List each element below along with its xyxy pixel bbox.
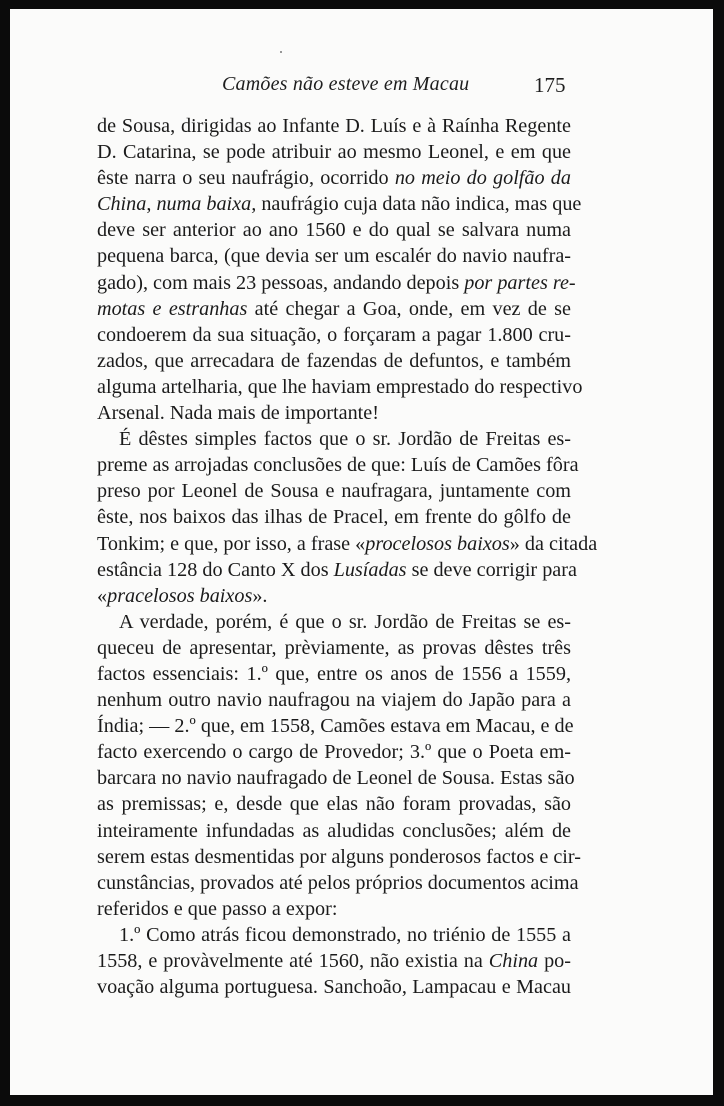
text-line: as premissas; e, desde que elas não foram provadas, são <box>97 793 571 816</box>
text-line: êste narra o seu naufrágio, ocorrido no meio do golfão da <box>97 167 571 190</box>
text-line: serem estas desmentidas por alguns ponderosos factos e cir- <box>97 845 581 868</box>
text-line: zados, que arrecadara de fazendas de defuntos, e também <box>97 349 571 372</box>
text-line: motas e estranhas até chegar a Goa, onde, em vez de se <box>97 297 571 320</box>
body-text <box>97 113 598 1000</box>
running-title: Camões não esteve em Macau <box>222 73 470 95</box>
text-line: pequena barca, (que devia ser um escalér do navio naufra- <box>97 245 571 268</box>
paragraph <box>97 426 598 609</box>
text-line: «pracelosos baixos». <box>97 584 268 607</box>
text-line: 1558, e provàvelmente até 1560, não existia na China po- <box>97 950 571 972</box>
text-line: factos essenciais: 1.º que, entre os anos de 1556 a 1559, <box>97 662 571 685</box>
text-line: condoerem da sua situação, o forçaram a pagar 1.800 cru- <box>97 323 571 346</box>
page-number: 175 <box>534 73 566 97</box>
text-line: inteiramente infundadas as aludidas conclusões; além de <box>97 819 571 842</box>
text-line: 1.º Como atrás ficou demonstrado, no triénio de 1555 a <box>119 923 571 946</box>
text-line: gado), com mais 23 pessoas, andando depois por partes re- <box>97 271 576 294</box>
text-line: Tonkim; e que, por isso, a frase «procelosos baixos» da citada <box>97 532 598 555</box>
text-line: China, numa baixa, naufrágio cuja data não indica, mas que <box>97 193 582 216</box>
text-line: cunstâncias, provados até pelos próprios documentos acima <box>97 871 579 894</box>
paragraph <box>97 609 581 922</box>
text-line: barcara no navio naufragado de Leonel de Sousa. Estas são <box>97 767 575 790</box>
text-line: preso por Leonel de Sousa e naufragara, juntamente com <box>97 480 571 503</box>
text-line: nenhum outro navio naufragou na viajem do Japão para a <box>97 689 571 712</box>
text-line: Arsenal. Nada mais de importante! <box>97 402 379 425</box>
text-line: D. Catarina, se pode atribuir ao mesmo Leonel, e em que <box>97 141 571 164</box>
paragraph <box>97 113 583 426</box>
page-header <box>10 73 713 101</box>
paragraph <box>97 922 571 1000</box>
text-line: queceu de apresentar, prèviamente, as provas dêstes três <box>97 636 571 659</box>
text-line: alguma artelharia, que lhe haviam emprestado do respectivo <box>97 375 583 398</box>
text-line: Índia; — 2.º que, em 1558, Camões estava em Macau, e de <box>97 715 574 738</box>
text-line: preme as arrojadas conclusões de que: Luís de Camões fôra <box>97 454 579 477</box>
paper-speck <box>280 51 282 53</box>
text-line: A verdade, porém, é que o sr. Jordão de Freitas se es- <box>119 610 571 633</box>
book-page <box>10 9 713 1095</box>
text-line: referidos e que passo a expor: <box>97 897 338 920</box>
text-line: voação alguma portuguesa. Sanchoão, Lampacau e Macau <box>97 976 571 999</box>
text-line: de Sousa, dirigidas ao Infante D. Luís e à Raínha Regente <box>97 115 571 137</box>
text-line: facto exercendo o cargo de Provedor; 3.º que o Poeta em- <box>97 741 571 764</box>
text-line: deve ser anterior ao ano 1560 e do qual se salvara numa <box>97 219 571 242</box>
text-line: êste, nos baixos das ilhas de Pracel, em frente do gôlfo de <box>97 506 571 529</box>
text-line: É dêstes simples factos que o sr. Jordão de Freitas es- <box>119 428 571 451</box>
text-line: estância 128 do Canto X dos Lusíadas se deve corrigir para <box>97 558 577 581</box>
